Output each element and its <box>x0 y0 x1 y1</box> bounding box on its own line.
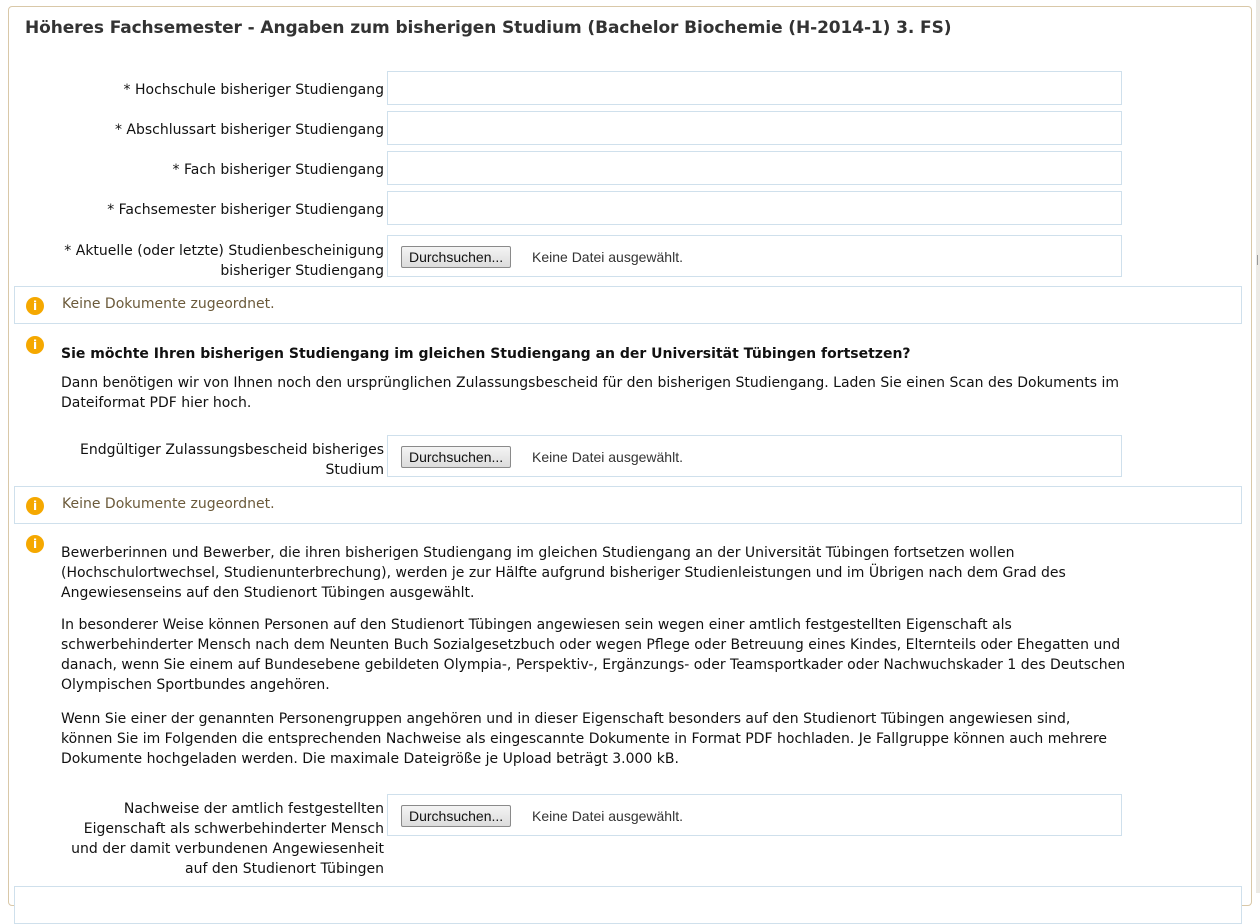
selection-info-p1-line2: (Hochschulortwechsel, Studienunterbrechung), werden je zur Hälfte aufgrund bisheriger Studienleistungen und im Übrigen nach dem Grad des <box>61 565 1066 581</box>
zulassungsbescheid-label <box>80 440 384 480</box>
no-documents-notice <box>14 486 1242 524</box>
continue-study-text-line2: Dateiformat PDF hier hoch. <box>61 395 252 411</box>
studienbescheinigung-file-status: Keine Datei ausgewählt. <box>532 249 683 265</box>
fach-input[interactable] <box>387 151 1122 185</box>
no-documents-notice <box>14 286 1242 324</box>
selection-info-p3-line2: können Sie im Folgenden die entsprechenden Nachweise als eingescannte Dokumente in Format PDF hochladen. Je Fallgruppe können auch mehrere <box>61 731 1108 747</box>
no-documents-notice-partial <box>14 886 1242 924</box>
zulassungsbescheid-file-status: Keine Datei ausgewählt. <box>532 449 683 465</box>
zulassungsbescheid-browse-button[interactable]: Durchsuchen... <box>401 446 511 468</box>
schwerbehindert-label-line3: und der damit verbundenen Angewiesenheit <box>71 841 384 857</box>
zulassungsbescheid-label-line1: Endgültiger Zulassungsbescheid bisheriges <box>80 442 384 458</box>
abschlussart-input[interactable] <box>387 111 1122 145</box>
schwerbehindert-file-input <box>387 794 1122 836</box>
continue-study-text-line1: Dann benötigen wir von Ihnen noch den ursprünglichen Zulassungsbescheid für den bisherigen Studiengang. Laden Sie einen Scan des Dokuments im <box>61 375 1120 391</box>
continue-study-text <box>61 373 1241 413</box>
studienbescheinigung-browse-button[interactable]: Durchsuchen... <box>401 246 511 268</box>
schwerbehindert-browse-button[interactable]: Durchsuchen... <box>401 805 511 827</box>
info-icon: i <box>26 297 44 315</box>
selection-info-p3-line3: Dokumente hochgeladen werden. Die maximale Dateigröße je Upload beträgt 3.000 kB. <box>61 751 679 767</box>
fach-label: * Fach bisheriger Studiengang <box>172 162 384 178</box>
schwerbehindert-label-line1: Nachweise der amtlich festgestellten <box>123 801 384 817</box>
selection-info-p1 <box>61 543 1241 603</box>
page-scroll-edge <box>1256 0 1260 893</box>
schwerbehindert-label <box>71 799 384 879</box>
no-documents-text: Keine Dokumente zugeordnet. <box>62 496 275 512</box>
schwerbehindert-label-line4: auf den Studienort Tübingen <box>185 861 384 877</box>
no-documents-text: Keine Dokumente zugeordnet. <box>62 296 275 312</box>
info-icon: i <box>26 336 44 354</box>
zulassungsbescheid-label-line2: Studium <box>325 462 384 478</box>
studienbescheinigung-file-input <box>387 235 1122 277</box>
info-icon: i <box>26 497 44 515</box>
hochschule-input[interactable] <box>387 71 1122 105</box>
selection-info-p3-line1: Wenn Sie einer der genannten Personengruppen angehören und in dieser Eigenschaft besonders auf den Studienort Tübingen angewiesen sind, <box>61 711 1071 727</box>
selection-info-p2 <box>61 615 1241 695</box>
zulassungsbescheid-file-input <box>387 435 1122 477</box>
schwerbehindert-label-line2: Eigenschaft als schwerbehinderter Mensch <box>83 821 384 837</box>
studienbescheinigung-label-line2: bisheriger Studiengang <box>220 263 384 279</box>
selection-info-p2-line4: Olympischen Sportbundes angehören. <box>61 677 330 693</box>
hochschule-label: * Hochschule bisheriger Studiengang <box>123 82 384 98</box>
fachsemester-label: * Fachsemester bisheriger Studiengang <box>107 202 384 218</box>
selection-info-p1-line3: Angewiesenseins auf den Studienort Tübingen ausgewählt. <box>61 585 475 601</box>
fachsemester-input[interactable] <box>387 191 1122 225</box>
selection-info-p3 <box>61 709 1241 769</box>
selection-info-p2-line2: schwerbehinderter Mensch nach dem Neunten Buch Sozialgesetzbuch oder wegen Pflege oder Betreuung eines Kindes, Elternteils oder Ehegatten und <box>61 637 1121 653</box>
selection-info-p1-line1: Bewerberinnen und Bewerber, die ihren bisherigen Studiengang im gleichen Studiengang an der Universität Tübingen fortsetzen wollen <box>61 545 1015 561</box>
schwerbehindert-file-status: Keine Datei ausgewählt. <box>532 808 683 824</box>
abschlussart-label: * Abschlussart bisheriger Studiengang <box>114 122 384 138</box>
info-icon: i <box>26 535 44 553</box>
selection-info-p2-line1: In besonderer Weise können Personen auf den Studienort Tübingen angewiesen sein wegen einer amtlich festgestellten Eigenschaft als <box>61 617 1012 633</box>
panel-title: Höheres Fachsemester - Angaben zum bisherigen Studium (Bachelor Biochemie (H-2014-1) 3. FS) <box>25 18 952 38</box>
selection-info-p2-line3: danach, wenn Sie einem auf Bundesebene gebildeten Olympia-, Perspektiv-, Ergänzungs- oder Teamsportkader oder Nachwuchskader 1 des Deutschen <box>61 657 1126 673</box>
continue-study-heading: Sie möchte Ihren bisherigen Studiengang im gleichen Studiengang an der Universität Tübingen fortsetzen? <box>61 346 911 362</box>
studienbescheinigung-label <box>64 241 384 281</box>
studienbescheinigung-label-line1: * Aktuelle (oder letzte) Studienbescheinigung <box>64 243 384 259</box>
